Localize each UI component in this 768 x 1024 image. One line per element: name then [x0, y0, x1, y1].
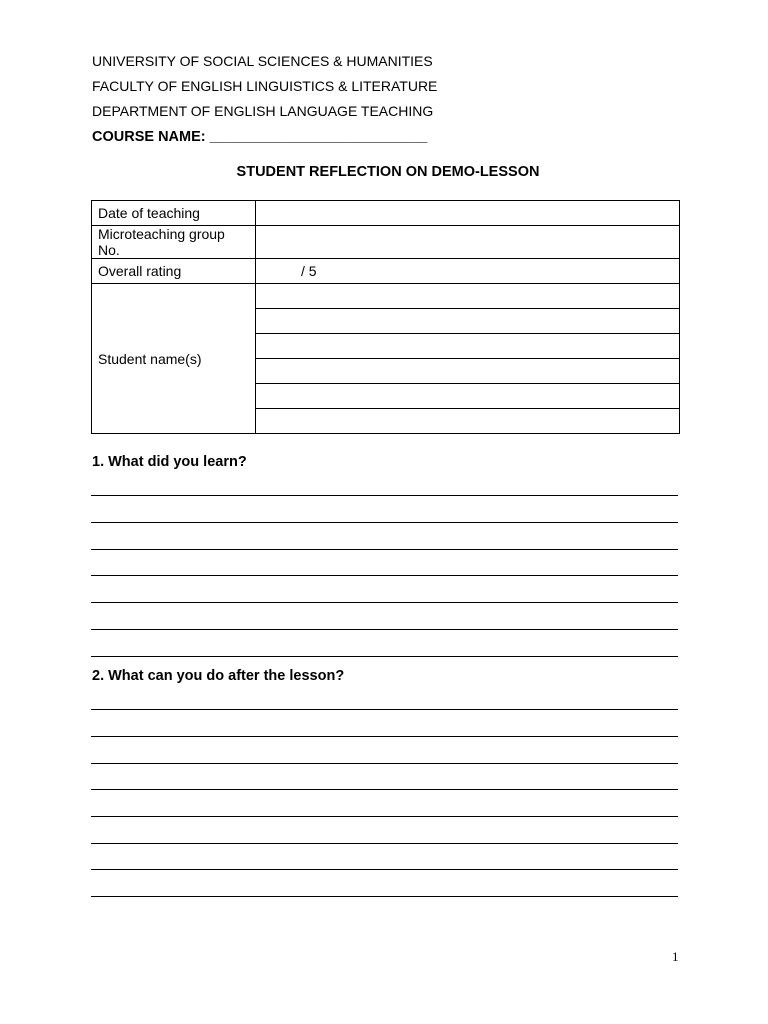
- answer-line-q1[interactable]: [91, 575, 678, 576]
- answer-line-q2[interactable]: [91, 843, 678, 844]
- course-name-field[interactable]: COURSE NAME: ___________________________: [92, 129, 428, 145]
- student-name-field[interactable]: [256, 309, 680, 334]
- students-label: Student name(s): [92, 284, 256, 434]
- answer-line-q1[interactable]: [91, 522, 678, 523]
- question-1: 1. What did you learn?: [92, 454, 247, 470]
- answer-line-q2[interactable]: [91, 736, 678, 737]
- question-2: 2. What can you do after the lesson?: [92, 668, 345, 684]
- answer-line-q1[interactable]: [91, 656, 678, 657]
- header-university: UNIVERSITY OF SOCIAL SCIENCES & HUMANITIES: [92, 53, 433, 69]
- table-row: [92, 259, 680, 284]
- page-number: 1: [672, 949, 679, 964]
- answer-line-q2[interactable]: [91, 816, 678, 817]
- rating-value-field[interactable]: / 5: [256, 259, 680, 284]
- document-title: STUDENT REFLECTION ON DEMO-LESSON: [236, 164, 540, 180]
- answer-line-q2[interactable]: [91, 896, 678, 897]
- student-name-field[interactable]: [256, 409, 680, 434]
- student-name-field[interactable]: [256, 284, 680, 309]
- answer-line-q1[interactable]: [91, 602, 678, 603]
- info-table: [91, 200, 680, 434]
- student-name-field[interactable]: [256, 359, 680, 384]
- table-row: [92, 201, 680, 226]
- header-department: DEPARTMENT OF ENGLISH LANGUAGE TEACHING: [92, 103, 434, 119]
- date-label: Date of teaching: [92, 201, 256, 226]
- date-value-field[interactable]: [256, 201, 680, 226]
- answer-line-q2[interactable]: [91, 789, 678, 790]
- group-value-field[interactable]: [256, 226, 680, 259]
- answer-line-q2[interactable]: [91, 763, 678, 764]
- student-name-field[interactable]: [256, 334, 680, 359]
- answer-line-q1[interactable]: [91, 549, 678, 550]
- student-name-field[interactable]: [256, 384, 680, 409]
- answer-line-q1[interactable]: [91, 629, 678, 630]
- table-row: [92, 226, 680, 259]
- rating-label: Overall rating: [92, 259, 256, 284]
- table-row: [92, 284, 680, 309]
- answer-line-q2[interactable]: [91, 709, 678, 710]
- answer-line-q1[interactable]: [91, 495, 678, 496]
- answer-line-q2[interactable]: [91, 869, 678, 870]
- group-label: Microteaching group No.: [92, 226, 256, 259]
- header-faculty: FACULTY OF ENGLISH LINGUISTICS & LITERATURE: [92, 78, 438, 94]
